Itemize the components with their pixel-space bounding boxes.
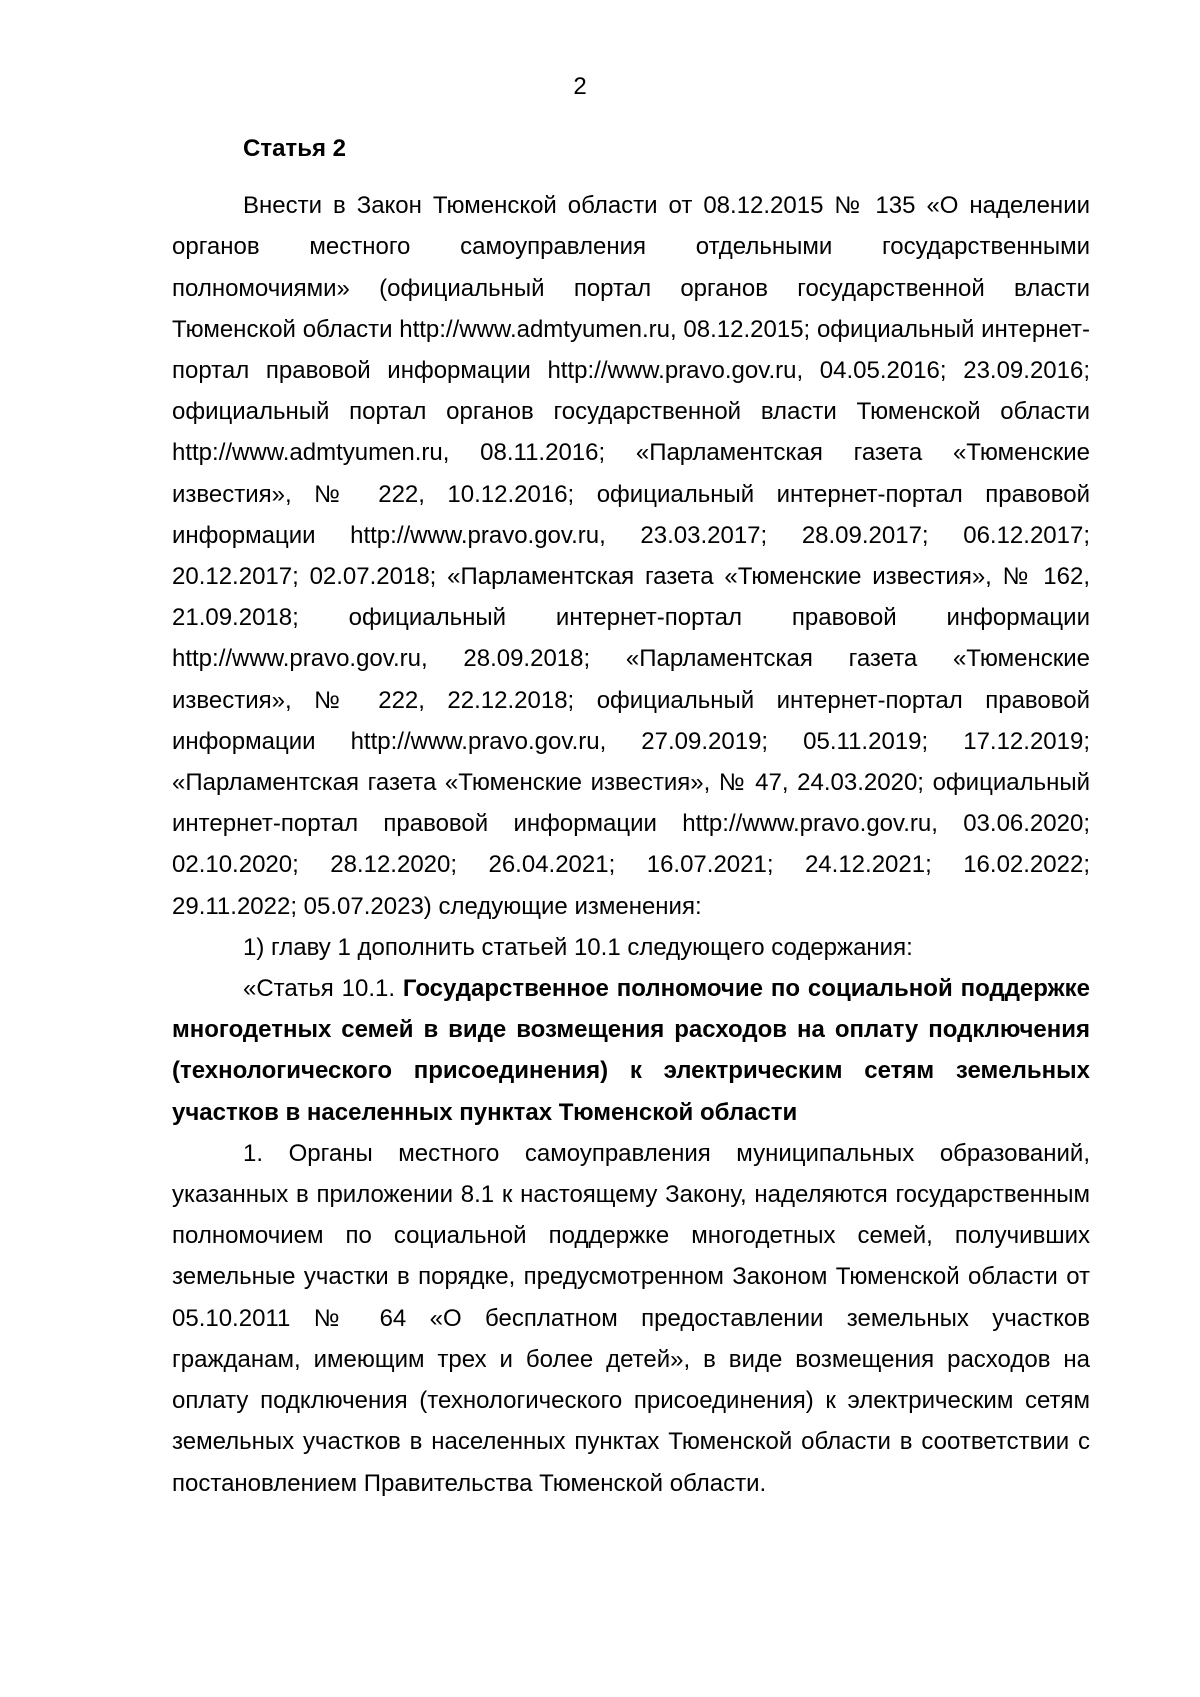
new-article-heading [172, 968, 1090, 1133]
new-article-prefix: «Статья 10.1. [243, 975, 395, 1003]
page-number: 2 [573, 73, 587, 100]
article-intro-paragraph: Внести в Закон Тюменской области от 08.12.2015 № 135 «О наделении органов местного самоуправления отдельными государственными полномочиями» (официальный портал органов государственной власти Тюменской области http://www.admtyumen.ru, 08.12.2015; официальный интернет-портал правовой информации http://www.pravo.gov.ru, 04.05.2016; 23.09.2016; официальный портал органов государственной власти Тюменской области http://www.admtyumen.ru, 08.11.2016; «Парламентская газета «Тюменские известия», № 222, 10.12.2016; официальный интернет-портал правовой информации http://www.pravo.gov.ru, 23.03.2017; 28.09.2017; 06.12.2017; 20.12.2017; 02.07.2018; «Парламентская газета «Тюменские известия», № 162, 21.09.2018; официальный интернет-портал правовой информации http://www.pravo.gov.ru, 28.09.2018; «Парламентская газета «Тюменские известия», № 222, 22.12.2018; официальный интернет-портал правовой информации http://www.pravo.gov.ru, 27.09.2019; 05.11.2019; 17.12.2019; «Парламентская газета «Тюменские известия», № 47, 24.03.2020; официальный интернет-портал правовой информации http://www.pravo.gov.ru, 03.06.2020; 02.10.2020; 28.12.2020; 26.04.2021; 16.07.2021; 24.12.2021; 16.02.2022; 29.11.2022; 05.07.2023) следующие изменения: [172, 192, 1090, 920]
document-body [172, 128, 1090, 1504]
article-title: Статья 2 [243, 135, 346, 162]
new-article-title: Государственное полномочие по социальной поддержке многодетных семей в виде возмещения расходов на оплату подключения (технологического присоединения) к электрическим сетям земельных участков в населенных пунктах Тюменской области [172, 975, 1090, 1126]
item-1-paragraph: 1) главу 1 дополнить статьей 10.1 следующего содержания: [243, 933, 913, 961]
clause-1-paragraph: 1. Органы местного самоуправления муниципальных образований, указанных в приложении 8.1 к настоящему Закону, наделяются государственным полномочием по социальной поддержке многодетных семей, получивших земельные участки в порядке, предусмотренном Законом Тюменской области от 05.10.2011 № 64 «О бесплатном предоставлении земельных участков гражданам, имеющим трех и более детей», в виде возмещения расходов на оплату подключения (технологического присоединения) к электрическим сетям земельных участков в населенных пунктах Тюменской области в соответствии с постановлением Правительства Тюменской области. [172, 1139, 1090, 1497]
